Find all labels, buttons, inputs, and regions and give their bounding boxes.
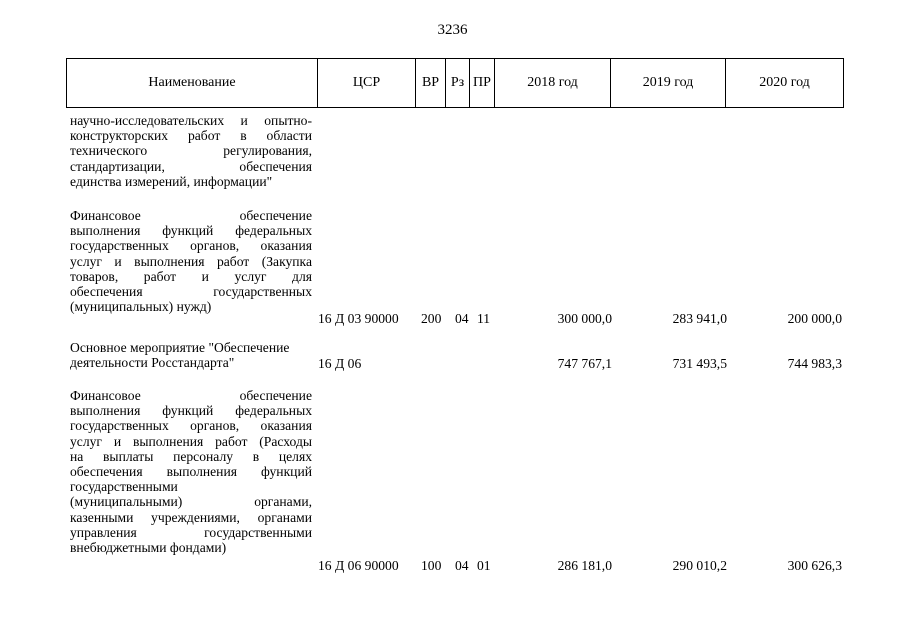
row-name-line: государственных органов, оказания [70, 418, 312, 434]
row-pr: 11 [477, 311, 491, 326]
row-csr: 16 Д 06 90000 [318, 558, 399, 573]
header-rz: Рз [446, 59, 470, 107]
row-name-line: государственными [70, 479, 178, 495]
row-2019: 290 010,2 [672, 558, 727, 573]
row-pr: 01 [477, 558, 491, 573]
row-name-line: государственных органов, оказания [70, 238, 312, 254]
row-name-line: на выплаты персоналу в целях [70, 448, 312, 464]
row-name-line: (муниципальными) органами, [70, 494, 312, 510]
row-2020: 200 000,0 [787, 311, 842, 326]
row-name-line: деятельности Росстандарта" [70, 355, 235, 371]
row-name-line: технического регулирования, [70, 143, 312, 159]
row-name [70, 113, 312, 189]
row-name-line: обеспечения выполнения функций [70, 464, 312, 480]
row-name-line: единства измерений, информации" [70, 173, 273, 189]
row-name-line: услуг и выполнения работ (Расходы [70, 433, 312, 449]
table-header [66, 58, 844, 108]
row-2019: 731 493,5 [672, 356, 727, 371]
row-name-line: Финансовое обеспечение [70, 208, 312, 223]
row-name-line: казенными учреждениями, органами [70, 509, 312, 525]
row-rz: 04 [455, 558, 469, 573]
row-name-line: Основное мероприятие "Обеспечение [70, 340, 290, 355]
row-name [70, 340, 312, 370]
row-name-line: (муниципальных) нужд) [70, 299, 212, 315]
row-2018: 286 181,0 [557, 558, 612, 573]
row-name-line: обеспечения государственных [70, 284, 312, 300]
row-name-line: Финансовое обеспечение [70, 388, 312, 403]
header-pr: ПР [470, 59, 495, 107]
row-name-line: стандартизации, обеспечения [70, 158, 312, 174]
row-name-line: товаров, работ и услуг для [70, 268, 312, 284]
header-2020: 2020 год [759, 75, 810, 90]
row-name-line: научно-исследовательских и опытно- [70, 113, 312, 128]
header-name: Наименование [67, 59, 318, 107]
row-2018: 300 000,0 [557, 311, 612, 326]
row-name-line: услуг и выполнения работ (Закупка [70, 253, 312, 269]
row-name-line: внебюджетными фондами) [70, 540, 227, 556]
row-vr: 200 [421, 311, 442, 326]
row-name-line: выполнения функций федеральных [70, 403, 312, 419]
row-rz: 04 [455, 311, 469, 326]
header-2019: 2019 год [611, 59, 726, 107]
header-csr: ЦСР [318, 59, 416, 107]
row-csr: 16 Д 03 90000 [318, 311, 399, 326]
row-2019: 283 941,0 [672, 311, 727, 326]
row-name [70, 208, 312, 314]
row-2020: 300 626,3 [787, 558, 842, 573]
row-name [70, 388, 312, 555]
header-vr: ВР [416, 59, 446, 107]
row-name-line: выполнения функций федеральных [70, 223, 312, 239]
row-2018: 747 767,1 [557, 356, 612, 371]
row-2020: 744 983,3 [787, 356, 842, 371]
row-name-line: управления государственными [70, 524, 312, 540]
row-vr: 100 [421, 558, 442, 573]
row-name-line: конструкторских работ в области [70, 128, 312, 144]
header-2018: 2018 год [495, 59, 611, 107]
row-csr: 16 Д 06 [318, 356, 362, 371]
page-number: 3236 [437, 22, 468, 38]
